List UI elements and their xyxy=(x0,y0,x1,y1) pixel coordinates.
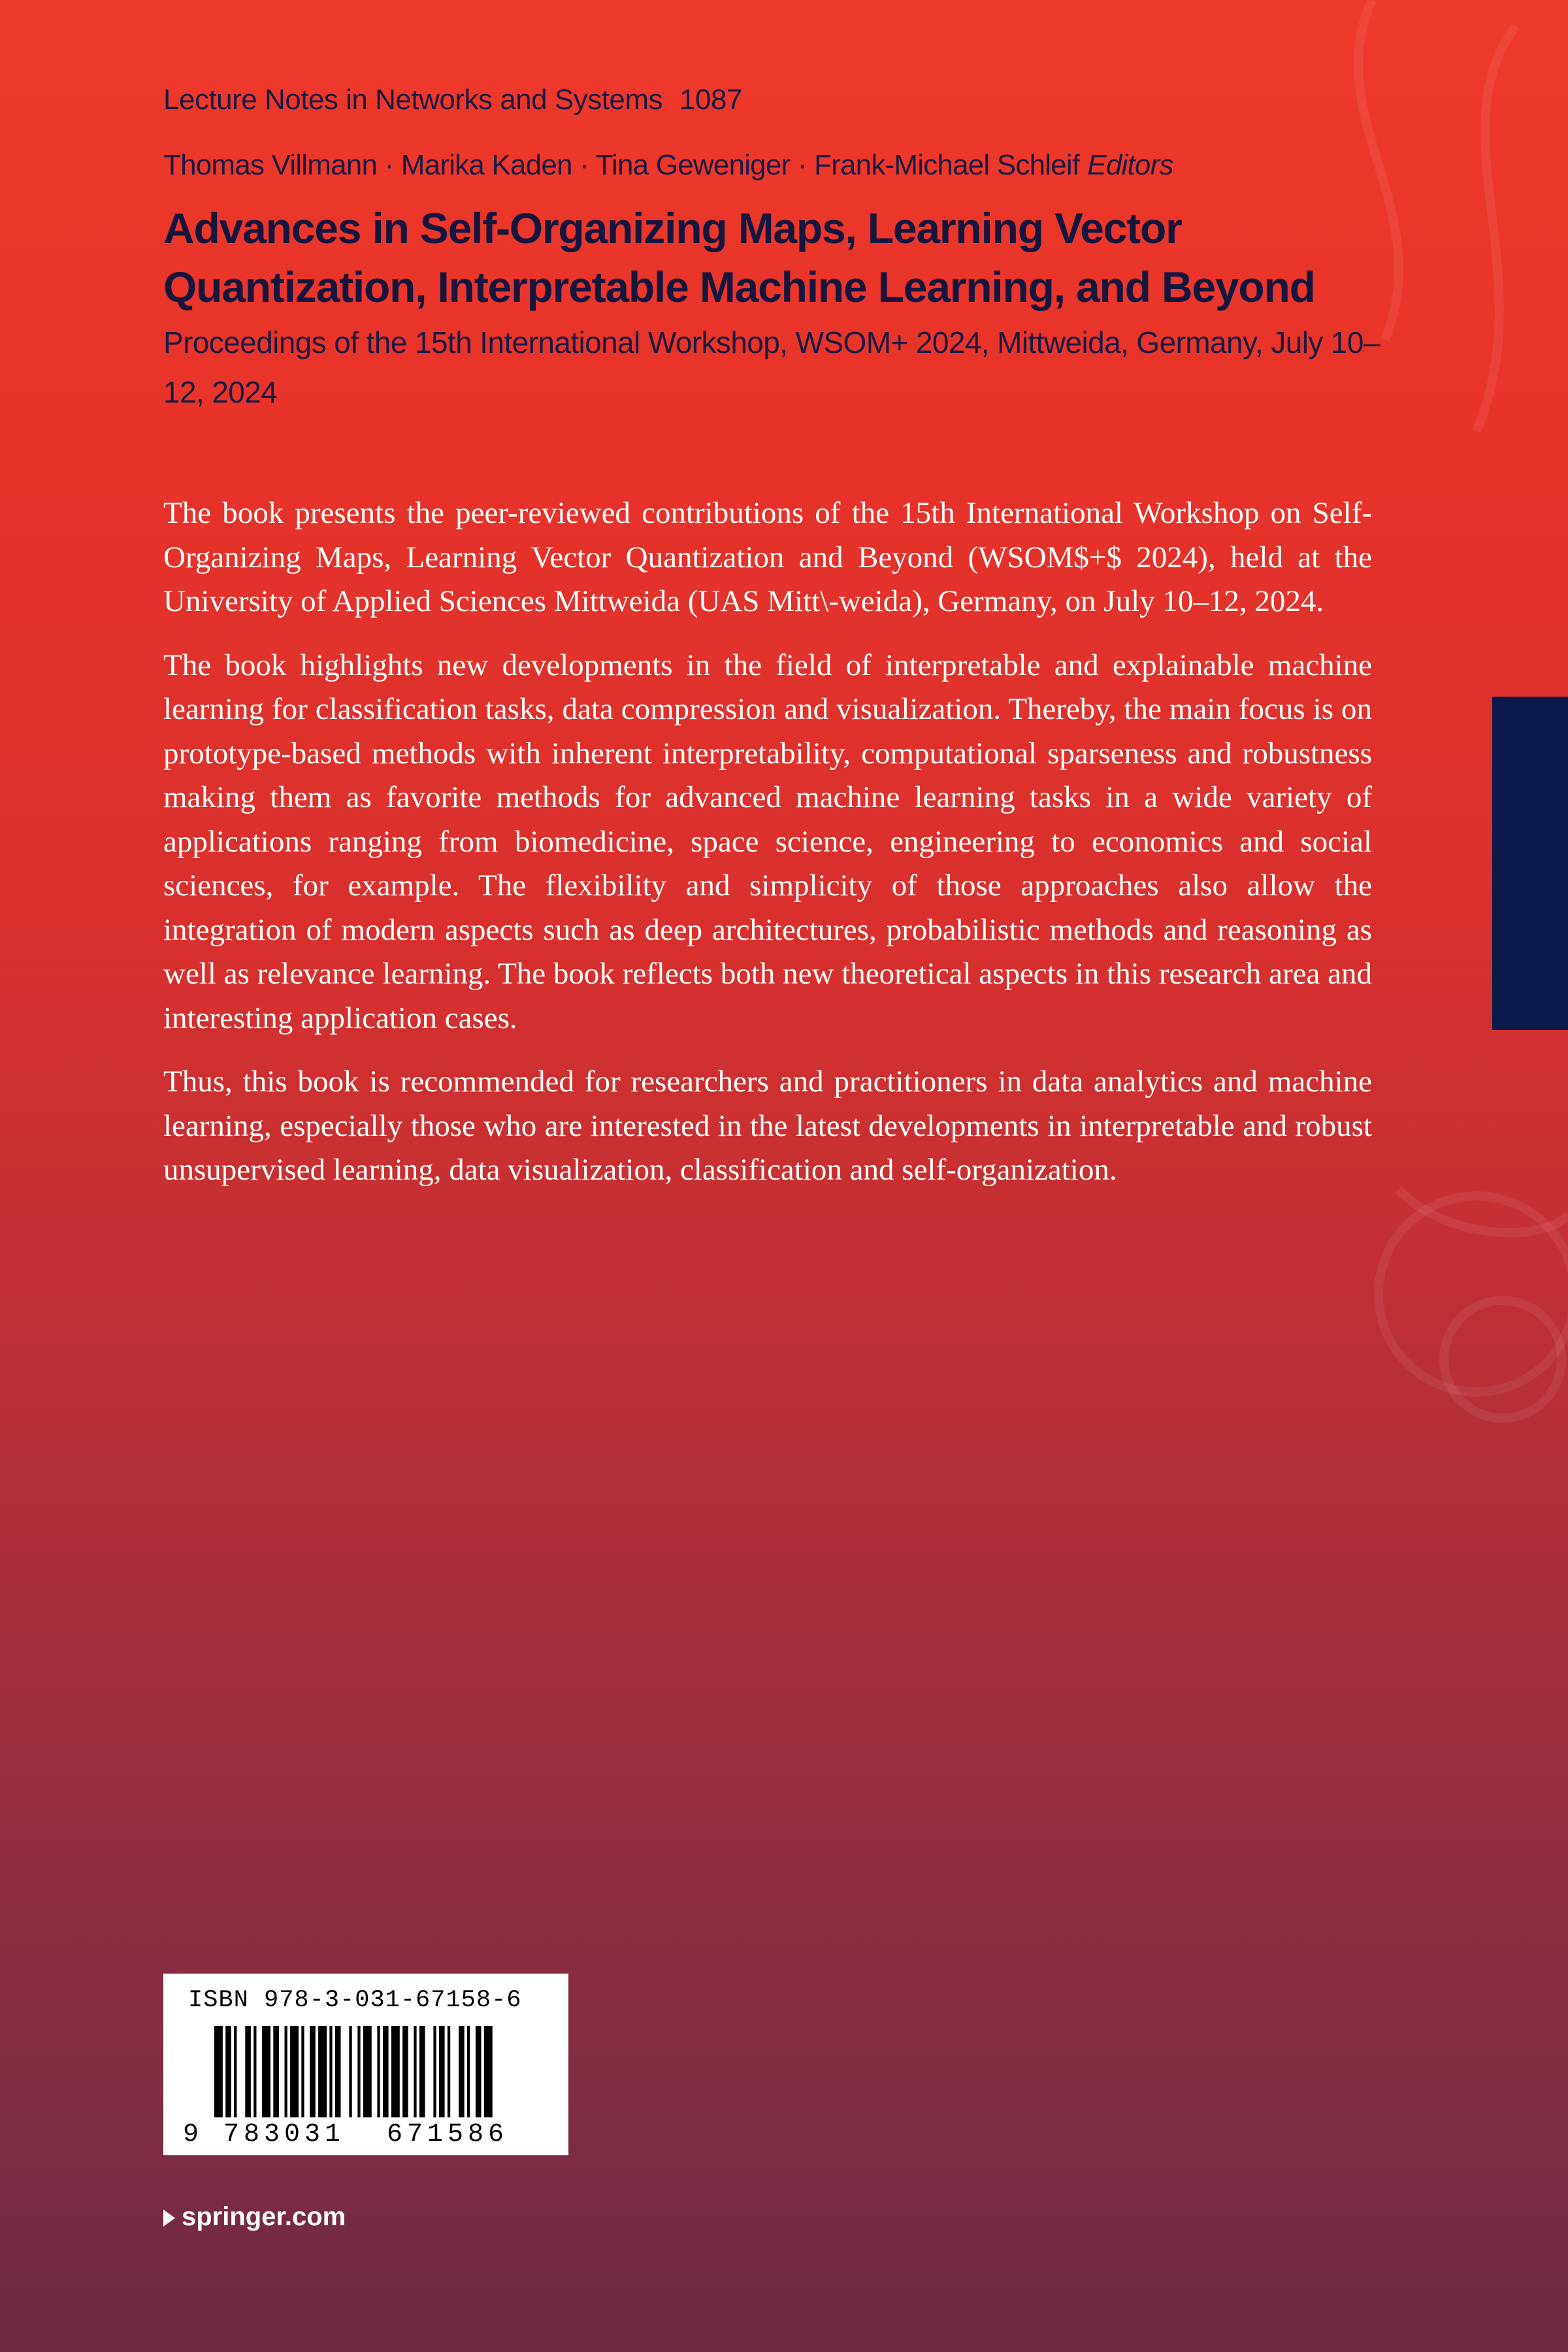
barcode-bar xyxy=(459,2026,465,2117)
barcode xyxy=(214,2026,554,2117)
barcode-bar xyxy=(391,2026,400,2117)
publisher-link[interactable] xyxy=(163,2202,346,2232)
barcode-bar xyxy=(383,2026,389,2117)
isbn-barcode-box xyxy=(163,1974,568,2155)
barcode-bar xyxy=(234,2026,237,2117)
ean-first-digit: 9 xyxy=(183,2120,199,2149)
series-volume: 1087 xyxy=(679,84,742,116)
barcode-bar xyxy=(253,2026,256,2117)
barcode-bar xyxy=(467,2026,470,2117)
series-name: Lecture Notes in Networks and Systems xyxy=(163,84,663,116)
series-line xyxy=(163,84,742,116)
barcode-bar xyxy=(301,2026,304,2117)
barcode-bar xyxy=(310,2026,316,2117)
editors-role: Editors xyxy=(1087,149,1173,181)
barcode-bar xyxy=(335,2026,341,2117)
book-subtitle: Proceedings of the 15th International Workshop, WSOM+ 2024, Mittweida, Germany, July 10–12, 2024 xyxy=(163,325,1380,409)
blurb-paragraph: The book highlights new developments in the field of interpretable and explainable machine learning for classification tasks, data compression and visualization. Thereby, the main focus is on prototype-based methods with inherent interpretability, computational sparseness and robustness making them as favorite methods for advanced machine learning tasks in a wide variety of applications ranging from biomedicine, space science, engineering to economics and social sciences, for example. The flexibility and simplicity of those approaches also allow the integration of modern aspects such as deep architectures, probabilistic methods and reasoning as well as relevance learning. The book reflects both new theoretical aspects in this research area and interesting application cases. xyxy=(163,648,1372,1035)
barcode-bar xyxy=(349,2026,351,2117)
barcode-bar xyxy=(357,2026,360,2117)
editor-names: Thomas Villmann · Marika Kaden · Tina Geweniger · Frank-Michael Schleif xyxy=(163,149,1080,181)
barcode-bar xyxy=(402,2026,408,2117)
barcode-bar xyxy=(225,2026,231,2117)
barcode-bar xyxy=(363,2026,372,2117)
editors-line xyxy=(163,149,1173,182)
barcode-bar xyxy=(290,2026,299,2117)
barcode-bar xyxy=(214,2026,223,2117)
blurb-paragraph: Thus, this book is recommended for researchers and practitioners in data analytics and machine learning, especially those who are interested in the latest developments in interpretable and robust unsupervised learning, data visualization, classification and self-organization. xyxy=(163,1065,1372,1187)
barcode-bar xyxy=(285,2026,287,2117)
arrow-right-icon xyxy=(163,2210,175,2227)
barcode-bar xyxy=(448,2026,450,2117)
isbn-label: ISBN 978-3-031-67158-6 xyxy=(188,1987,522,2014)
barcode-bar xyxy=(439,2026,445,2117)
publisher-url[interactable]: springer.com xyxy=(182,2202,346,2231)
book-title: Advances in Self-Organizing Maps, Learning Vector Quantization, Interpretable Machine Learning, and Beyond xyxy=(163,204,1315,311)
ean-left-group: 783031 xyxy=(223,2120,346,2149)
barcode-bar xyxy=(318,2026,327,2117)
barcode-bar xyxy=(414,2026,416,2117)
barcode-bar xyxy=(377,2026,380,2117)
barcode-bar xyxy=(433,2026,436,2117)
ean-right-group: 671586 xyxy=(387,2120,509,2149)
barcode-bar xyxy=(245,2026,251,2117)
barcode-bar xyxy=(476,2026,482,2117)
barcode-bar xyxy=(262,2026,270,2117)
barcode-bar xyxy=(484,2026,493,2117)
barcode-bar xyxy=(329,2026,332,2117)
side-color-tab xyxy=(1492,697,1568,1030)
barcode-bar xyxy=(419,2026,425,2117)
barcode-bar xyxy=(273,2026,279,2117)
blurb-paragraph: The book presents the peer-reviewed contributions of the 15th International Workshop on Self-Organizing Maps, Learning Vector Quantization and Beyond (WSOM$+$ 2024), held at the University of Applied Sciences Mittweida (UAS Mitt\-weida), Germany, on July 10–12, 2024. xyxy=(163,496,1372,618)
book-blurb xyxy=(163,491,1372,1212)
